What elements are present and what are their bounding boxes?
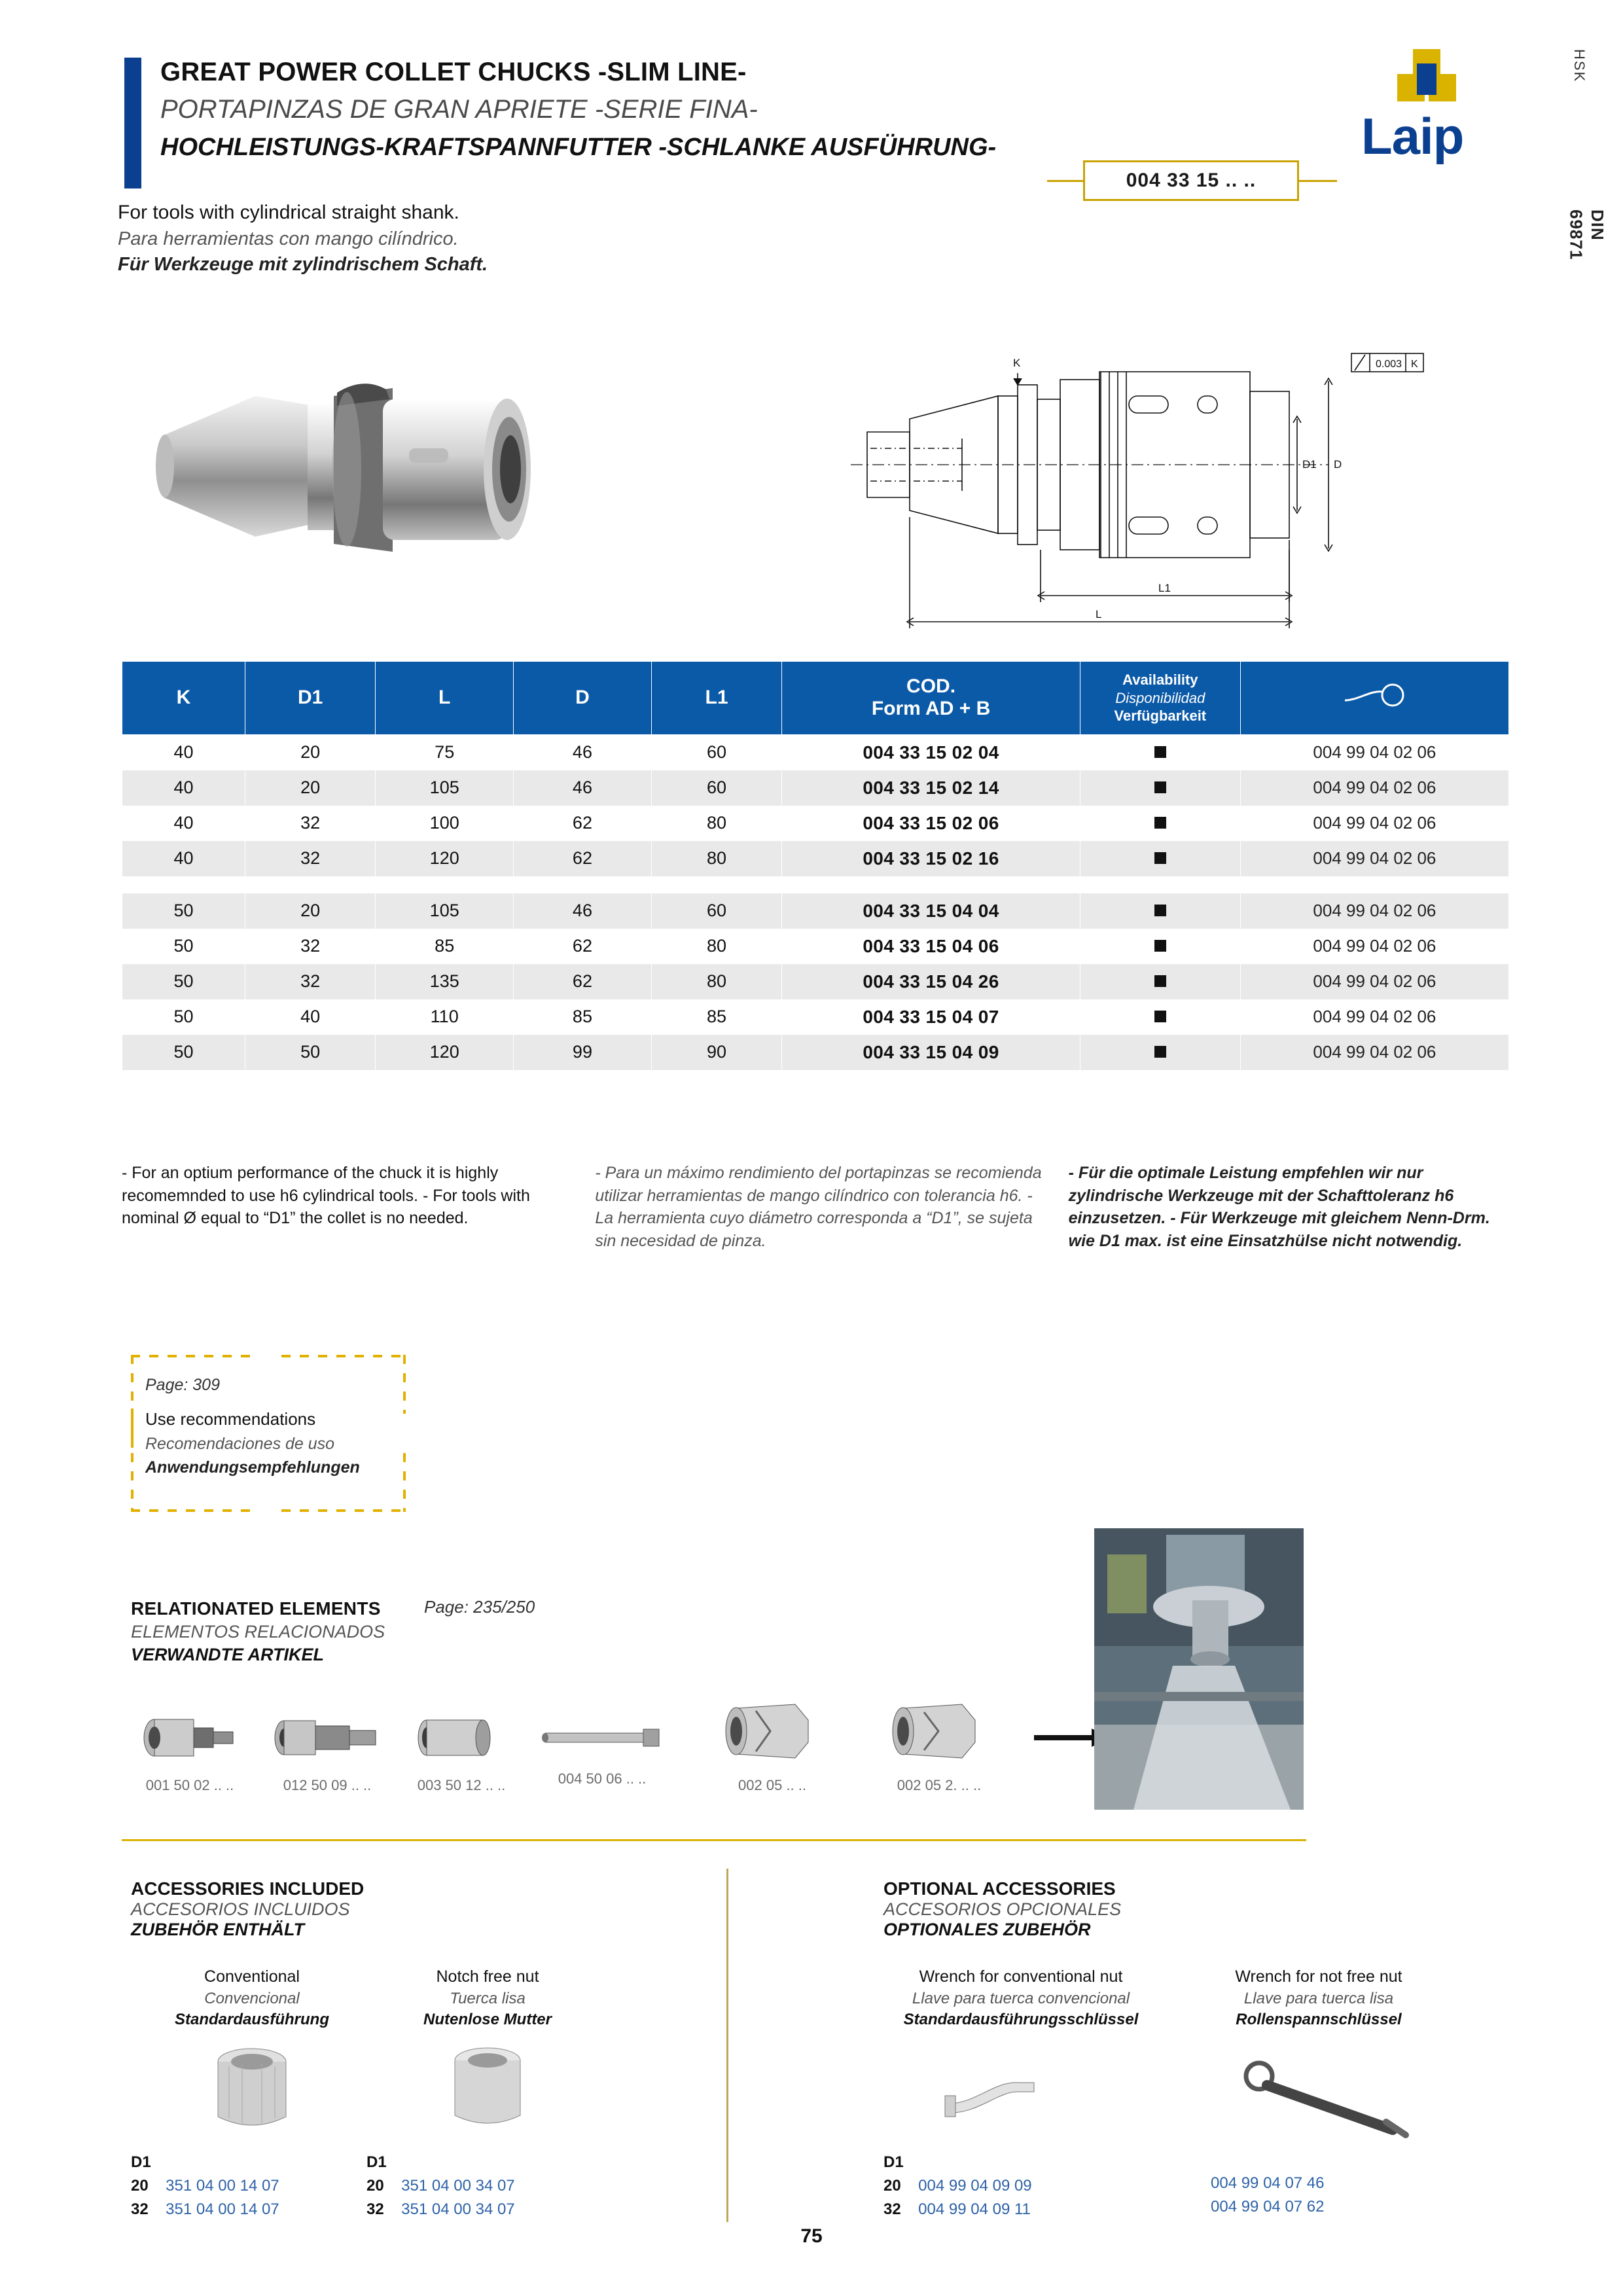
row-availability: [1080, 806, 1240, 841]
related-items-row: [124, 1689, 1093, 1839]
related-title-es: ELEMENTOS RELACIONADOS: [131, 1622, 385, 1642]
acc-opt-col0-de: Standardausführungsschlüssel: [903, 2011, 1139, 2029]
related-title-en: RELATIONATED ELEMENTS: [131, 1598, 381, 1619]
note-es: - Para un máximo rendimiento del portapinzas se recomienda utilizar herramientas de mango cilíndrico con tolerancia h6. - La herramienta cuyo diámetro corresponda a “D1”, se sujeta sin necesidad de pinza.: [595, 1164, 1042, 1250]
acc-opt-col0-row0-code: 004 99 04 09 09: [918, 2177, 1032, 2195]
accessories-included: [131, 1878, 707, 2218]
acc-inc-col1-row0-d1: 20: [366, 2177, 384, 2195]
table-row[interactable]: [122, 841, 1509, 876]
acc-opt-col0-row1-d1: 32: [883, 2200, 901, 2218]
acc-inc-col0-row0-d1: 20: [131, 2177, 149, 2195]
row-cod: 004 33 15 04 04: [782, 893, 1080, 929]
acc-opt-col1-row1-code: 004 99 04 07 62: [1211, 2198, 1325, 2215]
row-k: 50: [122, 929, 245, 964]
machining-photo: [1094, 1528, 1304, 1810]
related-item-code-1: 012 50 09 .. ..: [283, 1777, 372, 1793]
table-spacer-row: [122, 876, 1509, 893]
row-k: 40: [122, 841, 245, 876]
related-elements-title: [131, 1597, 385, 1667]
row-d: 62: [514, 929, 652, 964]
laip-logo: [1361, 49, 1499, 180]
conventional-wrench-icon: [936, 2063, 1106, 2135]
availability-marker: [1154, 746, 1166, 758]
row-availability: [1080, 964, 1240, 999]
acc-opt-col0-table: [883, 2153, 1032, 2219]
row-d: 46: [514, 734, 652, 770]
row-l1: 80: [651, 841, 781, 876]
row-d1: 50: [245, 1035, 375, 1070]
row-l: 105: [376, 893, 514, 929]
drawing-tolerance-datum: K: [1411, 359, 1418, 370]
collet-sealed-icon: [877, 1695, 1001, 1767]
row-wrench: 004 99 04 02 06: [1240, 1035, 1508, 1070]
row-l: 135: [376, 964, 514, 999]
th-l1: L1: [651, 662, 781, 735]
acc-opt-col0-row1-code: 004 99 04 09 11: [918, 2200, 1031, 2218]
availability-marker: [1154, 817, 1166, 829]
row-l: 120: [376, 841, 514, 876]
table-row[interactable]: [122, 964, 1509, 999]
row-k: 50: [122, 1035, 245, 1070]
th-cod: [782, 662, 1080, 735]
row-d: 85: [514, 999, 652, 1035]
row-wrench: 004 99 04 02 06: [1240, 770, 1508, 806]
conventional-nut-icon: [193, 2043, 311, 2142]
row-cod: 004 33 15 02 06: [782, 806, 1080, 841]
acc-opt-col0-d1-label: D1: [883, 2153, 904, 2171]
use-recommendations-text: [145, 1373, 401, 1479]
notes-block: [122, 1162, 1516, 1252]
related-item-2[interactable]: [399, 1708, 524, 1794]
th-avail-de: Verfügbarkeit: [1114, 708, 1207, 724]
related-item-code-0: 001 50 02 .. ..: [145, 1777, 234, 1793]
row-d1: 32: [245, 841, 375, 876]
related-item-code-4: 002 05 .. ..: [738, 1777, 806, 1793]
row-wrench: 004 99 04 02 06: [1240, 806, 1508, 841]
acc-opt-col1-table: [1211, 2174, 1325, 2216]
row-d: 46: [514, 770, 652, 806]
row-wrench: 004 99 04 02 06: [1240, 999, 1508, 1035]
related-page-ref: Page: 235/250: [424, 1597, 535, 1617]
acc-opt-col0-row0-d1: 20: [883, 2177, 901, 2195]
row-availability: [1080, 841, 1240, 876]
acc-inc-col1-row0-code: 351 04 00 34 07: [401, 2177, 515, 2195]
row-cod: 004 33 15 02 14: [782, 770, 1080, 806]
row-k: 40: [122, 806, 245, 841]
row-d: 62: [514, 806, 652, 841]
th-k: K: [122, 662, 245, 735]
related-item-4[interactable]: [700, 1695, 844, 1794]
th-l: L: [376, 662, 514, 735]
row-d: 99: [514, 1035, 652, 1070]
row-l1: 85: [651, 999, 781, 1035]
availability-marker: [1154, 1011, 1166, 1022]
row-d1: 40: [245, 999, 375, 1035]
acc-opt-col1-row0-code: 004 99 04 07 46: [1211, 2174, 1325, 2192]
th-cod-line1: COD.: [906, 675, 956, 698]
row-wrench: 004 99 04 02 06: [1240, 841, 1508, 876]
header-accent-bar: [124, 58, 141, 188]
row-d: 62: [514, 964, 652, 999]
row-cod: 004 33 15 02 04: [782, 734, 1080, 770]
code-rule-right: [1299, 180, 1337, 182]
availability-marker: [1154, 905, 1166, 916]
row-l: 75: [376, 734, 514, 770]
row-d1: 32: [245, 929, 375, 964]
specs-table-wrap: [122, 661, 1509, 1070]
row-k: 50: [122, 893, 245, 929]
related-item-1[interactable]: [262, 1708, 393, 1794]
drawing-tolerance-value: 0.003: [1376, 359, 1402, 370]
use-recommendations-box: [131, 1355, 406, 1512]
row-l1: 60: [651, 734, 781, 770]
availability-marker: [1154, 781, 1166, 793]
notch-free-nut-icon: [429, 2043, 546, 2142]
row-availability: [1080, 770, 1240, 806]
acc-opt-col1-en: Wrench for not free nut: [1235, 1967, 1402, 1986]
row-l1: 60: [651, 770, 781, 806]
related-item-code-3: 004 50 06 .. ..: [558, 1770, 647, 1787]
acc-opt-col1-head: [1181, 1966, 1456, 2031]
row-d1: 20: [245, 770, 375, 806]
row-cod: 004 33 15 04 26: [782, 964, 1080, 999]
note-de: - Für die optimale Leistung empfehlen wir nur zylindrische Werkzeuge mit der Schafttoleranz h6 einzusetzen. - Für Werkzeuge mit gleichem Nenn-Drm. wie D1 max. ist eine Einsatzhülse nicht notwendig.: [1068, 1164, 1490, 1250]
acc-inc-col1-de: Nutenlose Mutter: [423, 2011, 552, 2029]
table-row[interactable]: [122, 806, 1509, 841]
code-rule-left: [1047, 180, 1085, 182]
acc-opt-title-de: OPTIONALES ZUBEHÖR: [883, 1920, 1091, 1939]
row-cod: 004 33 15 04 07: [782, 999, 1080, 1035]
row-l: 85: [376, 929, 514, 964]
logo-wordmark: Laip: [1361, 107, 1464, 165]
row-l1: 80: [651, 806, 781, 841]
acc-inc-col1-es: Tuerca lisa: [450, 1989, 526, 2007]
row-d: 62: [514, 841, 652, 876]
optional-accessories: [883, 1878, 1505, 2218]
row-d1: 32: [245, 806, 375, 841]
related-item-code-5: 002 05 2. .. ..: [897, 1777, 982, 1793]
related-item-0[interactable]: [131, 1708, 249, 1794]
technical-drawing: [831, 334, 1440, 641]
th-d: D: [514, 662, 652, 735]
acc-inc-title-de: ZUBEHÖR ENTHÄLT: [131, 1920, 304, 1939]
drawing-label-d: D: [1334, 458, 1342, 471]
row-d1: 20: [245, 893, 375, 929]
related-item-code-2: 003 50 12 .. ..: [417, 1777, 506, 1793]
table-row[interactable]: [122, 770, 1509, 806]
side-label-din: DIN 69871: [1566, 209, 1607, 260]
drawing-label-d1: D1: [1302, 458, 1317, 471]
drawing-label-l1: L1: [1158, 582, 1171, 594]
row-l: 120: [376, 1035, 514, 1070]
row-d1: 20: [245, 734, 375, 770]
th-avail-es: Disponibilidad: [1115, 689, 1205, 706]
table-row[interactable]: [122, 929, 1509, 964]
side-label-hsk: HSK: [1571, 49, 1588, 83]
related-title-de: VERWANDTE ARTIKEL: [131, 1645, 325, 1665]
acc-inc-col1-table: [366, 2153, 515, 2219]
acc-inc-title-es: ACCESORIOS INCLUIDOS: [131, 1899, 350, 1919]
row-availability: [1080, 893, 1240, 929]
row-wrench: 004 99 04 02 06: [1240, 929, 1508, 964]
arbor-icon: [540, 1715, 664, 1761]
table-row[interactable]: [122, 893, 1509, 929]
title-es: PORTAPINZAS DE GRAN APRIETE -SERIE FINA-: [160, 95, 758, 124]
acc-opt-col0-en: Wrench for conventional nut: [919, 1967, 1123, 1986]
drawing-label-l: L: [1096, 608, 1102, 620]
row-cod: 004 33 15 04 09: [782, 1035, 1080, 1070]
availability-marker: [1154, 940, 1166, 952]
title-de: HOCHLEISTUNGS-KRAFTSPANNFUTTER -SCHLANKE AUSFÜHRUNG-: [160, 134, 997, 161]
acc-inc-col0-es: Convencional: [204, 1989, 300, 2007]
table-row[interactable]: [122, 734, 1509, 770]
table-header-row: [122, 662, 1509, 735]
acc-inc-col1-d1-label: D1: [366, 2153, 387, 2171]
drawing-label-k: K: [1013, 357, 1021, 369]
tapping-holder-icon: [268, 1708, 386, 1767]
row-d: 46: [514, 893, 652, 929]
row-l1: 60: [651, 893, 781, 929]
availability-marker: [1154, 852, 1166, 864]
acc-inc-col0-de: Standardausführung: [174, 2011, 329, 2029]
divider-vertical: [726, 1869, 728, 2222]
logo-cube-icon: [1397, 49, 1456, 108]
row-availability: [1080, 929, 1240, 964]
acc-inc-col1-row1-d1: 32: [366, 2200, 384, 2218]
row-l1: 80: [651, 929, 781, 964]
row-cod: 004 33 15 04 06: [782, 929, 1080, 964]
acc-inc-col1-head: [380, 1966, 596, 2031]
subtitle-en: For tools with cylindrical straight shank.: [118, 202, 459, 223]
sleeve-icon: [412, 1708, 510, 1767]
roller-wrench-icon: [1237, 2056, 1427, 2142]
subtitle-block: [118, 200, 707, 278]
row-k: 50: [122, 964, 245, 999]
title-en: GREAT POWER COLLET CHUCKS -SLIM LINE-: [160, 58, 747, 86]
page-number: 75: [800, 2225, 823, 2247]
row-k: 40: [122, 770, 245, 806]
divider-gold: [122, 1839, 1306, 1841]
row-l: 105: [376, 770, 514, 806]
use-rec-page: Page: 309: [145, 1376, 220, 1394]
th-wrench: [1240, 662, 1508, 735]
acc-opt-col1-es: Llave para tuerca lisa: [1243, 1989, 1394, 2007]
wrench-icon: [1338, 681, 1410, 709]
row-wrench: 004 99 04 02 06: [1240, 893, 1508, 929]
acc-inc-col0-row1-d1: 32: [131, 2200, 149, 2218]
row-wrench: 004 99 04 02 06: [1240, 964, 1508, 999]
acc-opt-col1-de: Rollenspannschlüssel: [1236, 2011, 1402, 2029]
row-k: 50: [122, 999, 245, 1035]
acc-inc-title-en: ACCESSORIES INCLUDED: [131, 1878, 365, 1899]
row-availability: [1080, 999, 1240, 1035]
subtitle-es: Para herramientas con mango cilíndrico.: [118, 228, 459, 249]
acc-opt-title-en: OPTIONAL ACCESSORIES: [883, 1878, 1116, 1899]
acc-opt-col0-es: Llave para tuerca convencional: [912, 1989, 1130, 2007]
acc-inc-col0-d1-label: D1: [131, 2153, 151, 2171]
product-photo: [151, 357, 596, 586]
specs-table: [122, 661, 1509, 1070]
related-item-3[interactable]: [530, 1715, 674, 1787]
th-availability: [1080, 662, 1240, 735]
use-rec-en: Use recommendations: [145, 1409, 316, 1429]
acc-inc-col0-head: [144, 1966, 360, 2031]
acc-inc-col0-row0-code: 351 04 00 14 07: [166, 2177, 279, 2195]
acc-opt-title-es: ACCESORIOS OPCIONALES: [883, 1899, 1122, 1919]
acc-inc-col1-row1-code: 351 04 00 34 07: [401, 2200, 515, 2218]
row-availability: [1080, 734, 1240, 770]
row-k: 40: [122, 734, 245, 770]
availability-marker: [1154, 1046, 1166, 1058]
table-body: [122, 734, 1509, 1070]
availability-marker: [1154, 975, 1166, 987]
row-l1: 90: [651, 1035, 781, 1070]
collet-icon: [710, 1695, 834, 1767]
acc-inc-col0-row1-code: 351 04 00 14 07: [166, 2200, 279, 2218]
th-d1: D1: [245, 662, 375, 735]
header-titles: [160, 58, 1142, 162]
product-code-badge: 004 33 15 .. ..: [1083, 160, 1299, 201]
related-item-5[interactable]: [864, 1695, 1014, 1794]
row-d1: 32: [245, 964, 375, 999]
note-en: - For an optium performance of the chuck it is highly recomemnded to use h6 cylindrical tools. - For tools with nominal Ø equal to “D1” the collet is no needed.: [122, 1164, 530, 1227]
use-rec-de: Anwendungsempfehlungen: [145, 1458, 360, 1477]
row-availability: [1080, 1035, 1240, 1070]
collet-holder-icon: [137, 1708, 242, 1767]
table-row[interactable]: [122, 999, 1509, 1035]
acc-opt-col0-head: [883, 1966, 1158, 2031]
row-l1: 80: [651, 964, 781, 999]
use-rec-es: Recomendaciones de uso: [145, 1434, 335, 1453]
table-row[interactable]: [122, 1035, 1509, 1070]
acc-inc-col0-en: Conventional: [204, 1967, 300, 1986]
subtitle-de: Für Werkzeuge mit zylindrischem Schaft.: [118, 253, 488, 275]
row-wrench: 004 99 04 02 06: [1240, 734, 1508, 770]
row-l: 110: [376, 999, 514, 1035]
th-cod-line2: Form AD + B: [871, 698, 991, 720]
th-avail-en: Availability: [1122, 672, 1198, 688]
acc-inc-col1-en: Notch free nut: [436, 1967, 539, 1986]
table-spacer-cell: [122, 876, 1509, 893]
acc-inc-col0-table: [131, 2153, 279, 2219]
row-l: 100: [376, 806, 514, 841]
row-cod: 004 33 15 02 16: [782, 841, 1080, 876]
